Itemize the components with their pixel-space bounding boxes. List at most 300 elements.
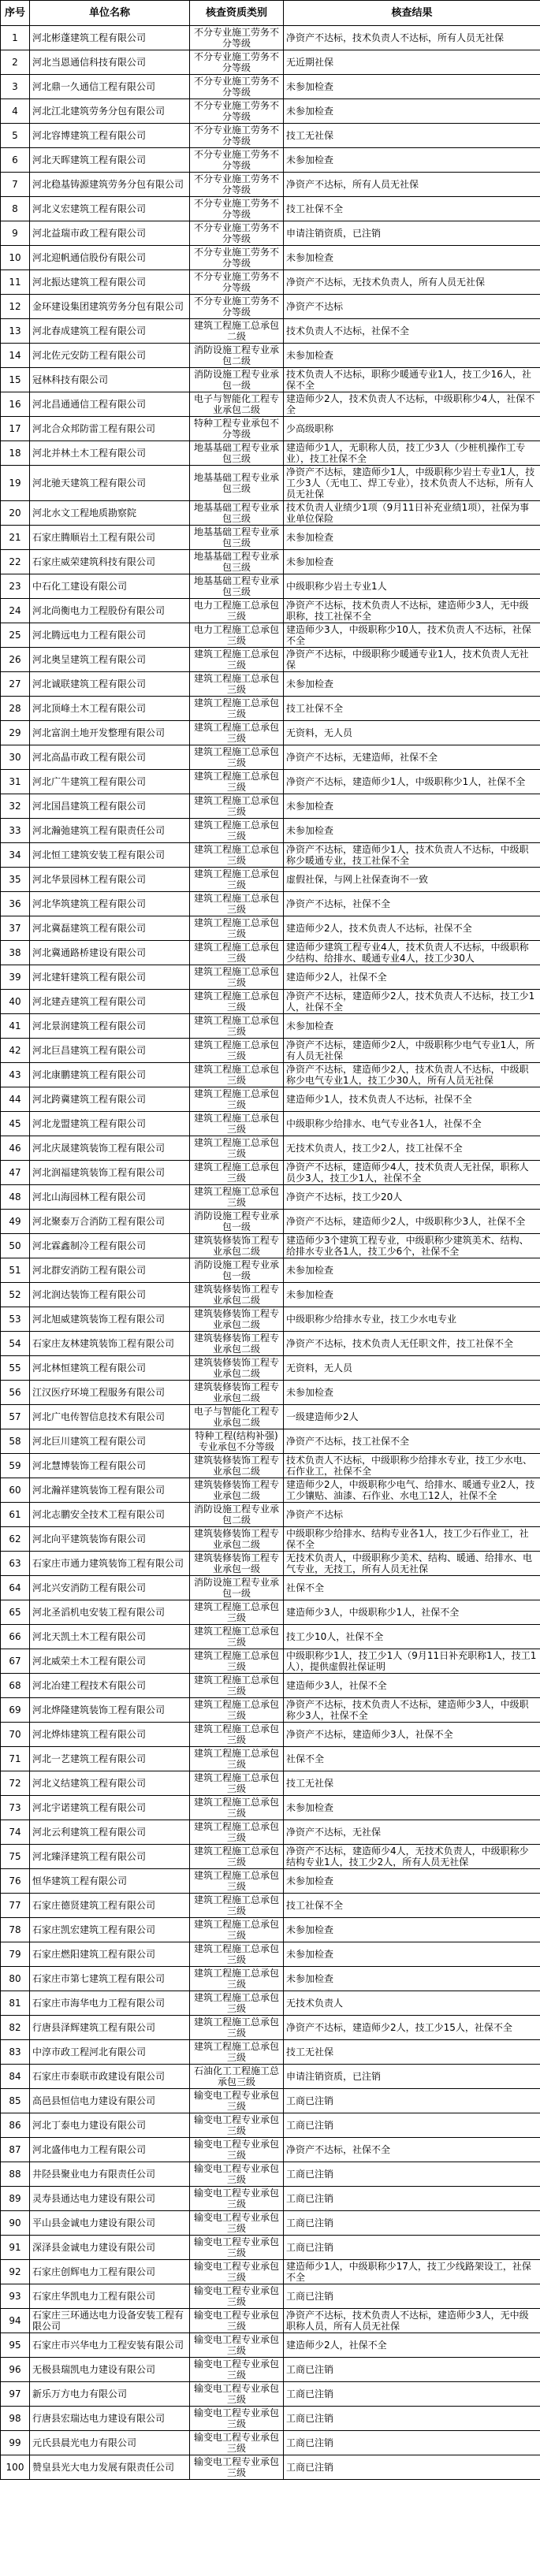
company-name-cell: 河北并林土木工程有限公司: [30, 441, 190, 466]
company-name-cell: 河北圣滔机电安装工程有限公司: [30, 1600, 190, 1625]
inspection-result-cell: 净资产不达标，技术负责人无任职文件，技工社保不全: [284, 1332, 540, 1356]
table-row: [1, 2358, 540, 2382]
company-name-cell: 河北容博建筑工程有限公司: [30, 124, 190, 148]
row-number-cell: 92: [1, 2260, 30, 2284]
company-name-cell: 河北广电传智信息技术有限公司: [30, 1405, 190, 1429]
header-序号: 序号: [1, 1, 30, 26]
table-row: [1, 1429, 540, 1454]
qualification-category-cell: 建筑工程施工总承包三级: [190, 868, 284, 892]
table-row: [1, 1625, 540, 1649]
inspection-result-cell: 净资产不达标，中级职称少暖通专业1人，技术负责人无社保: [284, 648, 540, 672]
inspection-result-cell: 技工无社保: [284, 1771, 540, 1796]
row-number-cell: 27: [1, 672, 30, 697]
qualification-category-cell: 不分专业施工劳务不分等级: [190, 197, 284, 221]
qualification-category-cell: 建筑工程施工总承包三级: [190, 1649, 284, 1674]
table-row: [1, 697, 540, 721]
table-row: [1, 770, 540, 794]
company-name-cell: 河北兴安消防工程有限公司: [30, 1576, 190, 1600]
row-number-cell: 100: [1, 2455, 30, 2480]
company-name-cell: 河北臻泽建筑工程有限公司: [30, 1845, 190, 1869]
company-name-cell: 河北顶峰土木工程有限公司: [30, 697, 190, 721]
qualification-category-cell: 不分专业施工劳务不分等级: [190, 75, 284, 99]
row-number-cell: 88: [1, 2162, 30, 2187]
inspection-result-cell: 净资产不达标，建造师少4人，无技术负责人，中级职称少结构专业1人，技工少2人，所有人员无社保: [284, 1845, 540, 1869]
inspection-result-cell: 工商已注销: [284, 2162, 540, 2187]
company-name-cell: 新乐万方电力有限公司: [30, 2382, 190, 2407]
inspection-result-cell: 净资产不达标，建造师少2人，技工少15人，社保不全: [284, 2016, 540, 2040]
inspection-result-cell: 未参加检查: [284, 1967, 540, 1991]
row-number-cell: 30: [1, 745, 30, 770]
company-name-cell: 河北景润建筑工程有限公司: [30, 1014, 190, 1039]
table-row: [1, 1478, 540, 1503]
row-number-cell: 18: [1, 441, 30, 466]
inspection-result-cell: 工商已注销: [284, 2455, 540, 2480]
company-name-cell: 河北国昌建筑工程有限公司: [30, 794, 190, 819]
company-name-cell: 行唐县宏瑞达电力建设有限公司: [30, 2407, 190, 2431]
table-row: [1, 1991, 540, 2016]
row-number-cell: 84: [1, 2065, 30, 2089]
table-row: [1, 270, 540, 295]
table-row: [1, 965, 540, 990]
row-number-cell: 4: [1, 99, 30, 124]
row-number-cell: 62: [1, 1527, 30, 1552]
table-row: [1, 1747, 540, 1771]
row-number-cell: 51: [1, 1258, 30, 1283]
inspection-result-cell: 净资产不达标，建造师少1人，中级职称少1人，社保不全: [284, 770, 540, 794]
qualification-category-cell: 建筑工程施工总承包三级: [190, 1967, 284, 1991]
row-number-cell: 53: [1, 1307, 30, 1332]
table-row: [1, 75, 540, 99]
table-row: [1, 574, 540, 599]
qualification-category-cell: 地基基础工程专业承包三级: [190, 550, 284, 574]
row-number-cell: 76: [1, 1869, 30, 1894]
inspection-result-cell: 建造师少2人，技术负责人不达标，社保不全: [284, 916, 540, 941]
qualification-category-cell: 输变电工程专业承包三级: [190, 2187, 284, 2211]
inspection-result-cell: 未参加检查: [284, 1381, 540, 1405]
row-number-cell: 77: [1, 1894, 30, 1918]
inspection-result-cell: 未参加检查: [284, 1869, 540, 1894]
qualification-category-cell: 不分专业施工劳务不分等级: [190, 26, 284, 50]
company-name-cell: 河北志鹏安全技术工程有限公司: [30, 1503, 190, 1527]
row-number-cell: 19: [1, 466, 30, 501]
inspection-result-cell: 未参加检查: [284, 672, 540, 697]
table-row: [1, 2455, 540, 2480]
row-number-cell: 28: [1, 697, 30, 721]
row-number-cell: 66: [1, 1625, 30, 1649]
qualification-category-cell: 建筑装修装饰工程专业承包二级: [190, 1527, 284, 1552]
qualification-category-cell: 输变电工程专业承包三级: [190, 2284, 284, 2309]
table-row: [1, 1185, 540, 1210]
inspection-result-cell: 技工无社保: [284, 2040, 540, 2065]
row-number-cell: 58: [1, 1429, 30, 1454]
inspection-result-cell: 建造师少2人，社保不全: [284, 2333, 540, 2358]
inspection-result-cell: 技工社保不全: [284, 1894, 540, 1918]
inspection-result-cell: 无资料，无人员: [284, 1356, 540, 1381]
row-number-cell: 65: [1, 1600, 30, 1625]
inspection-result-cell: 净资产不达标，建造师少1人，中级职称少岩土专业1人，技工少3人（无电工、焊工专业），技术负责人不达标，所有人员无社保: [284, 466, 540, 501]
company-name-cell: 石家庄威荣建筑科技有限公司: [30, 550, 190, 574]
table-row: [1, 1332, 540, 1356]
inspection-result-cell: 未参加检查: [284, 1014, 540, 1039]
company-name-cell: 江汉医疗环境工程服务有限公司: [30, 1381, 190, 1405]
inspection-result-cell: 净资产不达标，技工少20人: [284, 1185, 540, 1210]
inspection-result-cell: 工商已注销: [284, 2089, 540, 2113]
table-row: [1, 2431, 540, 2455]
qualification-category-cell: 建筑工程施工总承包三级: [190, 1747, 284, 1771]
company-name-cell: 河北恒工建筑安装工程有限公司: [30, 843, 190, 868]
qualification-category-cell: 建筑装修装饰工程专业承包一级: [190, 1552, 284, 1576]
row-number-cell: 11: [1, 270, 30, 295]
table-row: [1, 1845, 540, 1869]
company-name-cell: 河北振达建筑工程有限公司: [30, 270, 190, 295]
row-number-cell: 40: [1, 990, 30, 1014]
qualification-category-cell: 建筑工程施工总承包三级: [190, 1698, 284, 1723]
qualification-category-cell: 特种工程(结构补强)专业承包不分等级: [190, 1429, 284, 1454]
qualification-category-cell: 建筑工程施工总承包三级: [190, 1161, 284, 1185]
qualification-category-cell: 不分专业施工劳务不分等级: [190, 246, 284, 270]
company-name-cell: 河北昌通通信工程有限公司: [30, 392, 190, 417]
qualification-category-cell: 建筑工程施工总承包三级: [190, 672, 284, 697]
qualification-category-cell: 消防设施工程专业承包二级: [190, 1503, 284, 1527]
inspection-result-cell: 建造师少3人，中级职称少10人，技术负责人不达标，社保不全: [284, 623, 540, 648]
inspection-result-cell: 未参加检查: [284, 1918, 540, 1942]
table-row: [1, 794, 540, 819]
inspection-result-cell: 净资产不达标，技工社保不全: [284, 1429, 540, 1454]
qualification-category-cell: 建筑工程施工总承包三级: [190, 843, 284, 868]
company-name-cell: 石家庄凯宏建筑工程有限公司: [30, 1918, 190, 1942]
inspection-result-cell: 未参加检查: [284, 246, 540, 270]
company-name-cell: 石家庄德贤建筑工程有限公司: [30, 1894, 190, 1918]
row-number-cell: 52: [1, 1283, 30, 1307]
table-row: [1, 526, 540, 550]
inspection-result-cell: 技工少10人，社保不全: [284, 1625, 540, 1649]
table-row: [1, 1576, 540, 1600]
qualification-category-cell: 建筑工程施工总承包三级: [190, 965, 284, 990]
inspection-result-cell: 净资产不达标，建造师少1人，技术负责人不达标，中级职称少暖通专业，技工社保不全: [284, 843, 540, 868]
inspection-result-cell: 未参加检查: [284, 148, 540, 173]
inspection-result-cell: 建造师少2人，中级职称少电气、给排水、暖通专业2人，技工少镶贴、油漆、石作业、水电工12人，社保不全: [284, 1478, 540, 1503]
company-name-cell: 元氏县晨光电力有限公司: [30, 2431, 190, 2455]
company-name-cell: 石家庄市海华电力工程有限公司: [30, 1991, 190, 2016]
row-number-cell: 17: [1, 417, 30, 441]
company-name-cell: 河北富润土地开发整理有限公司: [30, 721, 190, 745]
row-number-cell: 98: [1, 2407, 30, 2431]
company-name-cell: 河北冀通路桥建设有限公司: [30, 941, 190, 965]
table-row: [1, 1454, 540, 1478]
qualification-category-cell: 地基基础工程专业承包三级: [190, 441, 284, 466]
company-name-cell: 河北冶建工程技术有限公司: [30, 1674, 190, 1698]
table-row: [1, 124, 540, 148]
inspection-result-cell: 虚假社保，与网上社保查询不一致: [284, 868, 540, 892]
inspection-result-cell: 建造师少2人，技术负责人不达标，中级职称少4人，社保不全: [284, 392, 540, 417]
company-name-cell: 河北烨隆建筑装饰工程有限公司: [30, 1698, 190, 1723]
inspection-result-cell: 净资产不达标，建造师少4人，技术负责人无社保，职称人员少3人，技工少1人，社保不全: [284, 1161, 540, 1185]
table-row: [1, 1674, 540, 1698]
company-name-cell: 金环建设集团建筑劳务分包有限公司: [30, 295, 190, 319]
company-name-cell: 河北天凯土木工程有限公司: [30, 1625, 190, 1649]
row-number-cell: 37: [1, 916, 30, 941]
inspection-result-cell: 未参加检查: [284, 794, 540, 819]
table-row: [1, 2407, 540, 2431]
table-row: [1, 1234, 540, 1258]
inspection-result-cell: 未参加检查: [284, 1942, 540, 1967]
table-row: [1, 1210, 540, 1234]
table-row: [1, 2236, 540, 2260]
table-row: [1, 2382, 540, 2407]
table-row: [1, 599, 540, 623]
qualification-category-cell: 建筑工程施工总承包三级: [190, 1087, 284, 1112]
qualification-category-cell: 输变电工程专业承包三级: [190, 2309, 284, 2333]
table-row: [1, 319, 540, 344]
inspection-result-cell: 未参加检查: [284, 1283, 540, 1307]
row-number-cell: 71: [1, 1747, 30, 1771]
qualification-category-cell: 建筑装修装饰工程专业承包二级: [190, 1478, 284, 1503]
company-name-cell: 石家庄市兴华电力工程安装有限公司: [30, 2333, 190, 2358]
table-row: [1, 1942, 540, 1967]
row-number-cell: 79: [1, 1942, 30, 1967]
inspection-result-cell: 净资产不达标，技术负责人不达标，建造师少3人，无中级职称人员，所有人员无社保: [284, 2309, 540, 2333]
row-number-cell: 93: [1, 2284, 30, 2309]
qualification-category-cell: 输变电工程专业承包三级: [190, 2260, 284, 2284]
company-name-cell: 河北丁泰电力建设有限公司: [30, 2113, 190, 2138]
row-number-cell: 44: [1, 1087, 30, 1112]
table-header: [1, 1, 540, 26]
inspection-result-cell: 净资产不达标: [284, 295, 540, 319]
qualification-category-cell: 地基基础工程专业承包三级: [190, 466, 284, 501]
company-name-cell: 石家庄燃阳建筑工程有限公司: [30, 1942, 190, 1967]
table-row: [1, 2309, 540, 2333]
inspection-result-cell: 建造师少3个建筑工程专业，中级职称少建筑美术、结构、给排水专业各1人，技工少6个，社保不全: [284, 1234, 540, 1258]
inspection-result-cell: 申请注销资质，已注销: [284, 2065, 540, 2089]
row-number-cell: 85: [1, 2089, 30, 2113]
qualification-category-cell: 建筑工程施工总承包三级: [190, 990, 284, 1014]
row-number-cell: 64: [1, 1576, 30, 1600]
row-number-cell: 31: [1, 770, 30, 794]
table-row: [1, 1161, 540, 1185]
company-name-cell: 石家庄华凯电力工程有限公司: [30, 2284, 190, 2309]
inspection-result-cell: 工商已注销: [284, 2187, 540, 2211]
qualification-category-cell: 建筑工程施工总承包三级: [190, 1723, 284, 1747]
company-name-cell: 河北慧博装饰工程有限公司: [30, 1454, 190, 1478]
company-name-cell: 河北冀磊建筑工程有限公司: [30, 916, 190, 941]
row-number-cell: 91: [1, 2236, 30, 2260]
row-number-cell: 6: [1, 148, 30, 173]
qualification-category-cell: 建筑工程施工总承包三级: [190, 1845, 284, 1869]
inspection-result-cell: 一级建造师少2人: [284, 1405, 540, 1429]
company-name-cell: 石家庄三环通达电力设备安装工程有限公司: [30, 2309, 190, 2333]
inspection-result-cell: 建造师少2人，社保不全: [284, 965, 540, 990]
table-row: [1, 1039, 540, 1063]
row-number-cell: 46: [1, 1136, 30, 1161]
table-row: [1, 2284, 540, 2309]
row-number-cell: 43: [1, 1063, 30, 1087]
row-number-cell: 78: [1, 1918, 30, 1942]
row-number-cell: 89: [1, 2187, 30, 2211]
qualification-category-cell: 电子与智能化工程专业承包二级: [190, 392, 284, 417]
company-name-cell: 平山县金诚电力建设有限公司: [30, 2211, 190, 2236]
row-number-cell: 49: [1, 1210, 30, 1234]
row-number-cell: 2: [1, 50, 30, 75]
company-name-cell: 河北稳基铸源建筑劳务分包有限公司: [30, 173, 190, 197]
row-number-cell: 45: [1, 1112, 30, 1136]
qualification-category-cell: 建筑工程施工总承包三级: [190, 721, 284, 745]
row-number-cell: 16: [1, 392, 30, 417]
row-number-cell: 69: [1, 1698, 30, 1723]
company-name-cell: 河北益瑞市政工程有限公司: [30, 221, 190, 246]
inspection-result-cell: 技工社保不全: [284, 697, 540, 721]
row-number-cell: 81: [1, 1991, 30, 2016]
row-number-cell: 24: [1, 599, 30, 623]
company-name-cell: 河北山海园林工程有限公司: [30, 1185, 190, 1210]
company-name-cell: 河北旭威建筑装饰工程有限公司: [30, 1307, 190, 1332]
company-name-cell: 无极县瑞凯电力建设有限公司: [30, 2358, 190, 2382]
company-name-cell: 河北群安消防工程有限公司: [30, 1258, 190, 1283]
table-row: [1, 50, 540, 75]
qualification-category-cell: 建筑工程施工总承包三级: [190, 819, 284, 843]
table-row: [1, 368, 540, 392]
company-name-cell: 河北巨川建筑工程有限公司: [30, 1429, 190, 1454]
table-row: [1, 501, 540, 526]
qualification-category-cell: 不分专业施工劳务不分等级: [190, 295, 284, 319]
table-row: [1, 843, 540, 868]
qualification-category-cell: 建筑工程施工总承包三级: [190, 2040, 284, 2065]
row-number-cell: 87: [1, 2138, 30, 2162]
row-number-cell: 13: [1, 319, 30, 344]
qualification-category-cell: 建筑工程施工总承包三级: [190, 1820, 284, 1845]
qualification-category-cell: 输变电工程专业承包三级: [190, 2431, 284, 2455]
company-name-cell: 河北鼎一久通信工程有限公司: [30, 75, 190, 99]
table-row: [1, 648, 540, 672]
company-name-cell: 恒华建筑工程有限公司: [30, 1869, 190, 1894]
inspection-result-cell: 未参加检查: [284, 1796, 540, 1820]
table-row: [1, 819, 540, 843]
qualification-category-cell: 不分专业施工劳务不分等级: [190, 148, 284, 173]
table-row: [1, 99, 540, 124]
row-number-cell: 94: [1, 2309, 30, 2333]
table-row: [1, 441, 540, 466]
company-name-cell: 石家庄创辉电力工程有限公司: [30, 2260, 190, 2284]
table-row: [1, 1087, 540, 1112]
qualification-category-cell: 建筑装修装饰工程专业承包二级: [190, 1381, 284, 1405]
company-name-cell: 中淳市政工程河北有限公司: [30, 2040, 190, 2065]
qualification-category-cell: 建筑工程施工总承包三级: [190, 794, 284, 819]
inspection-result-cell: 净资产不达标，所有人员无社保: [284, 173, 540, 197]
table-row: [1, 721, 540, 745]
qualification-category-cell: 消防设施工程专业承包二级: [190, 344, 284, 368]
company-name-cell: 井陉县聚业电力有限责任公司: [30, 2162, 190, 2187]
qualification-category-cell: 建筑工程施工总承包三级: [190, 1918, 284, 1942]
table-row: [1, 197, 540, 221]
company-name-cell: 河北合众邦防雷工程有限公司: [30, 417, 190, 441]
company-name-cell: 河北华筑建筑工程有限公司: [30, 892, 190, 916]
table-row: [1, 1283, 540, 1307]
qualification-category-cell: 建筑工程施工总承包三级: [190, 1991, 284, 2016]
table-row: [1, 916, 540, 941]
qualification-category-cell: 地基基础工程专业承包三级: [190, 526, 284, 550]
inspection-result-cell: 工商已注销: [284, 2382, 540, 2407]
qualification-category-cell: 建筑工程施工总承包三级: [190, 745, 284, 770]
qualification-category-cell: 输变电工程专业承包三级: [190, 2236, 284, 2260]
inspection-result-cell: 工商已注销: [284, 2284, 540, 2309]
company-name-cell: 河北江北建筑劳务分包有限公司: [30, 99, 190, 124]
row-number-cell: 80: [1, 1967, 30, 1991]
qualification-category-cell: 建筑工程施工总承包三级: [190, 1136, 284, 1161]
company-name-cell: 河北瀚弛建筑工程有限责任公司: [30, 819, 190, 843]
inspection-result-cell: 净资产不达标，技术负责人不达标，建造师少3人，中级职称少3人，社保不全: [284, 1698, 540, 1723]
inspection-result-cell: 净资产不达标，无建造师，社保不全: [284, 745, 540, 770]
qualification-category-cell: 建筑工程施工总承包三级: [190, 941, 284, 965]
row-number-cell: 5: [1, 124, 30, 148]
qualification-category-cell: 建筑工程施工总承包三级: [190, 916, 284, 941]
qualification-category-cell: 建筑工程施工总承包三级: [190, 1771, 284, 1796]
inspection-result-cell: 建造师少1人，技术负责人不达标，社保不全: [284, 1087, 540, 1112]
qualification-category-cell: 地基基础工程专业承包三级: [190, 574, 284, 599]
company-name-cell: 河北聚泰万合消防工程有限公司: [30, 1210, 190, 1234]
qualification-category-cell: 特种工程专业承包不分等级: [190, 417, 284, 441]
table-row: [1, 672, 540, 697]
inspection-result-cell: 社保不全: [284, 1747, 540, 1771]
inspection-result-cell: 中级职称少给排水专业，技工少水电专业: [284, 1307, 540, 1332]
inspection-result-cell: 中级职称少1人，技工少1人（9月11日补充职称1人，技工1人），提供虚假社保证明: [284, 1649, 540, 1674]
row-number-cell: 14: [1, 344, 30, 368]
table-row: [1, 2016, 540, 2040]
qualification-category-cell: 输变电工程专业承包三级: [190, 2358, 284, 2382]
header-核查结果: 核查结果: [284, 1, 540, 26]
company-name-cell: 河北迎帆通信股份有限公司: [30, 246, 190, 270]
inspection-result-cell: 无技术负责人，中级职称少美术、结构、暖通、给排水、电气专业，无技工，所有人员无社保: [284, 1552, 540, 1576]
row-number-cell: 29: [1, 721, 30, 745]
row-number-cell: 57: [1, 1405, 30, 1429]
inspection-result-cell: 技工社保不全: [284, 197, 540, 221]
inspection-result-cell: 中级职称少给排水、电气专业各1人，社保不全: [284, 1112, 540, 1136]
qualification-category-cell: 建筑工程施工总承包三级: [190, 1625, 284, 1649]
row-number-cell: 61: [1, 1503, 30, 1527]
row-number-cell: 72: [1, 1771, 30, 1796]
table-body: [1, 26, 540, 2480]
company-name-cell: 河北彬蓬建筑工程有限公司: [30, 26, 190, 50]
row-number-cell: 86: [1, 2113, 30, 2138]
table-row: [1, 1967, 540, 1991]
row-number-cell: 74: [1, 1820, 30, 1845]
table-row: [1, 1136, 540, 1161]
header-row: [1, 1, 540, 26]
company-name-cell: 河北林恒建筑工程有限公司: [30, 1356, 190, 1381]
company-name-cell: 河北腾远电力工程有限公司: [30, 623, 190, 648]
row-number-cell: 1: [1, 26, 30, 50]
row-number-cell: 3: [1, 75, 30, 99]
table-row: [1, 1820, 540, 1845]
table-row: [1, 417, 540, 441]
row-number-cell: 90: [1, 2211, 30, 2236]
qualification-category-cell: 建筑工程施工总承包三级: [190, 1039, 284, 1063]
row-number-cell: 22: [1, 550, 30, 574]
table-row: [1, 2162, 540, 2187]
company-name-cell: 石家庄友林建筑装饰工程有限公司: [30, 1332, 190, 1356]
company-name-cell: 河北义宏建筑工程有限公司: [30, 197, 190, 221]
qualification-category-cell: 建筑工程施工总承包三级: [190, 1942, 284, 1967]
qualification-category-cell: 消防设施工程专业承包一级: [190, 1210, 284, 1234]
inspection-result-cell: 社保不全: [284, 1576, 540, 1600]
table-row: [1, 1723, 540, 1747]
inspection-result-cell: 未参加检查: [284, 344, 540, 368]
inspection-result-cell: 建造师少1人，中级职称少17人，技工少线路架设工，社保不全: [284, 2260, 540, 2284]
inspection-result-cell: 净资产不达标，建造师少2人，技术负责人不达标，中级职称少电气专业1人，技工少30人，所有人员无社保: [284, 1063, 540, 1087]
qualification-category-cell: 建筑装修装饰工程专业承包二级: [190, 1332, 284, 1356]
qualification-category-cell: 不分专业施工劳务不分等级: [190, 124, 284, 148]
table-row: [1, 246, 540, 270]
qualification-category-cell: 消防设施工程专业承包一级: [190, 1576, 284, 1600]
table-row: [1, 892, 540, 916]
